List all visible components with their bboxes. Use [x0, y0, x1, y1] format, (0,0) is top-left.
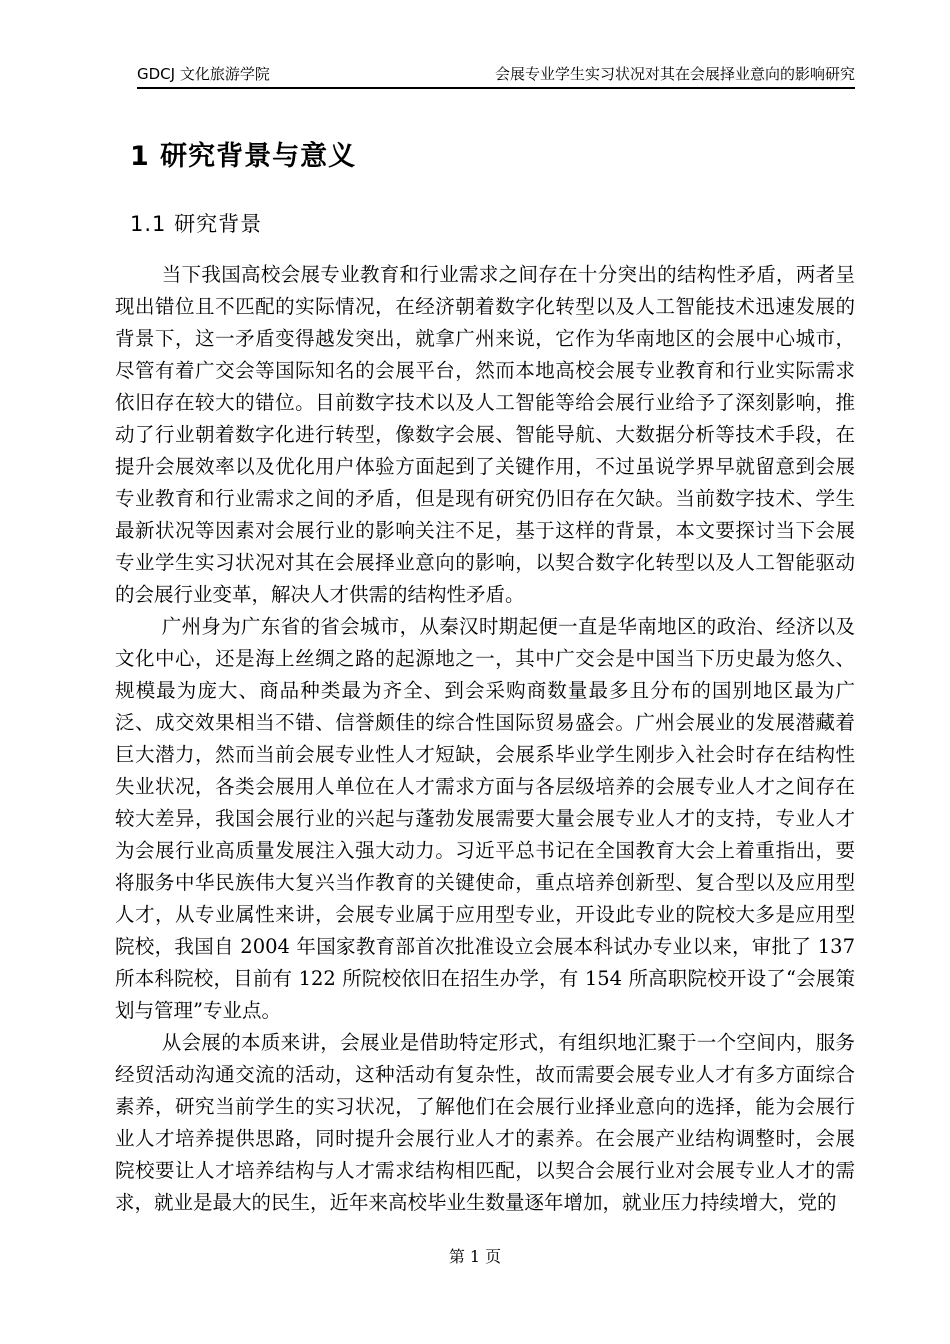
header-thesis-title: 会展专业学生实习状况对其在会展择业意向的影响研究: [494, 65, 855, 83]
chapter-heading: 1 研究背景与意义: [130, 141, 357, 172]
paragraph-2: 广州身为广东省的省会城市，从秦汉时期起便一直是华南地区的政治、经济以及文化中心，还是海上丝绸之路的起源地之一，其中广交会是中国当下历史最为悠久、规模最为庞大、商品种类最为齐全、到会采购商数量最多且分布的国别地区最为广泛、成交效果相当不错、信誉颇佳的综合性国际贸易盛会。广州会展业的发展潜藏着巨大潜力，然而当前会展专业性人才短缺，会展系毕业学生刚步入社会时存在结构性失业状况，各类会展用人单位在人才需求方面与各层级培养的会展专业人才之间存在较大差异，我国会展行业的兴起与蓬勃发展需要大量会展专业人才的支持，专业人才为会展行业高质量发展注入强大动力。习近平总书记在全国教育大会上着重指出，要将服务中华民族伟大复兴当作教育的关键使命，重点培养创新型、复合型以及应用型人才，从专业属性来讲，会展专业属于应用型专业，开设此专业的院校大多是应用型院校，我国自 2004 年国家教育部首次批准设立会展本科试办专业以来，审批了 137 所本科院校，目前有 122 所院校依旧在招生办学，有 154 所高职院校开设了“会展策划与管理”专业点。: [115, 615, 855, 1022]
section-heading: 1.1 研究背景: [130, 212, 263, 236]
header-institution: GDCJ 文化旅游学院: [137, 65, 270, 83]
body-text: [115, 259, 855, 1219]
paragraph-3: 从会展的本质来讲，会展业是借助特定形式，有组织地汇聚于一个空间内，服务经贸活动沟通交流的活动，这种活动有复杂性，故而需要会展专业人才有多方面综合素养，研究当前学生的实习状况，了解他们在会展行业择业意向的选择，能为会展行业人才培养提供思路，同时提升会展行业人才的素养。在会展产业结构调整时，会展院校要让人才培养结构与人才需求结构相匹配，以契合会展行业对会展专业人才的需求，就业是最大的民生，近年来高校毕业生数量逐年增加，就业压力持续增大，党的: [115, 1031, 855, 1214]
paragraph-1: 当下我国高校会展专业教育和行业需求之间存在十分突出的结构性矛盾，两者呈现出错位且不匹配的实际情况，在经济朝着数字化转型以及人工智能技术迅速发展的背景下，这一矛盾变得越发突出，就拿广州来说，它作为华南地区的会展中心城市，尽管有着广交会等国际知名的会展平台，然而本地高校会展专业教育和行业实际需求依旧存在较大的错位。目前数字技术以及人工智能等给会展行业给予了深刻影响，推动了行业朝着数字化进行转型，像数字会展、智能导航、大数据分析等技术手段，在提升会展效率以及优化用户体验方面起到了关键作用，不过虽说学界早就留意到会展专业教育和行业需求之间的矛盾，但是现有研究仍旧存在欠缺。当前数字技术、学生最新状况等因素对会展行业的影响关注不足，基于这样的背景，本文要探讨当下会展专业学生实习状况对其在会展择业意向的影响，以契合数字化转型以及人工智能驱动的会展行业变革，解决人才供需的结构性矛盾。: [115, 263, 855, 606]
page-number: 第 1 页: [448, 1247, 502, 1266]
page-header: [137, 0, 855, 89]
